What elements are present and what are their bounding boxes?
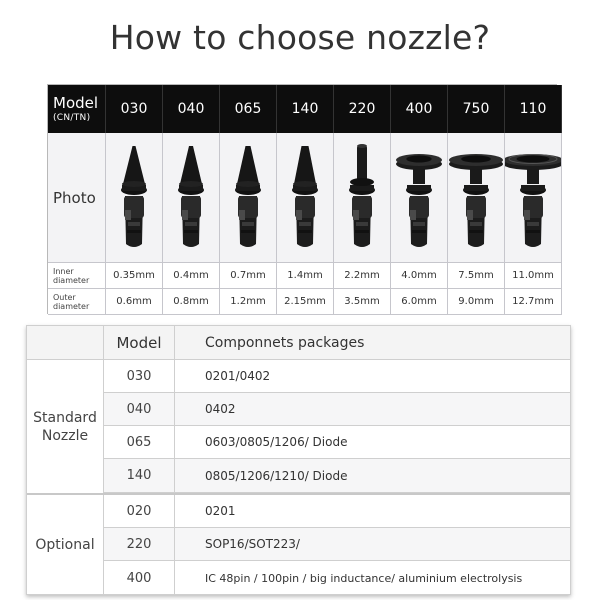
row-model: 220 (103, 528, 175, 560)
spec-header-model-750: 750 (448, 85, 505, 133)
page-title: How to choose nozzle? (109, 18, 491, 57)
outer-diameter-750: 9.0mm (448, 289, 505, 315)
inner-diameter-400: 4.0mm (391, 263, 448, 289)
nozzle-220-photo (334, 133, 391, 263)
spec-header-model-030: 030 (106, 85, 163, 133)
outer-diameter-400: 6.0mm (391, 289, 448, 315)
packages-header-model: Model (103, 326, 175, 359)
group-label-standard-nozzle: Standard Nozzle (33, 409, 97, 444)
inner-diameter-750: 7.5mm (448, 263, 505, 289)
component-packages-table (26, 325, 571, 595)
spec-outer-label: Outer diameter (48, 289, 106, 315)
nozzle-040-photo (163, 133, 220, 263)
packages-header-row (27, 326, 570, 360)
outer-diameter-065: 1.2mm (220, 289, 277, 315)
row-packages: 0201/0402 (205, 369, 271, 383)
inner-diameter-040: 0.4mm (163, 263, 220, 289)
spec-header-model-040: 040 (163, 85, 220, 133)
outer-diameter-220: 3.5mm (334, 289, 391, 315)
row-packages: SOP16/SOT223/ (205, 537, 300, 551)
nozzle-750-photo (448, 133, 505, 263)
nozzle-140-photo (277, 133, 334, 263)
inner-diameter-065: 0.7mm (220, 263, 277, 289)
row-model: 040 (103, 393, 175, 425)
outer-diameter-030: 0.6mm (106, 289, 163, 315)
spec-header-model: Model (CN/TN) (48, 85, 106, 133)
spec-inner-label: Inner diameter (48, 263, 106, 289)
row-model: 400 (103, 561, 175, 595)
table-row (103, 459, 570, 493)
table-row (103, 561, 570, 595)
nozzle-400-photo (391, 133, 448, 263)
inner-diameter-110: 11.0mm (505, 263, 562, 289)
outer-diameter-140: 2.15mm (277, 289, 334, 315)
table-row (103, 426, 570, 459)
nozzle-110-photo (505, 133, 562, 263)
outer-diameter-110: 12.7mm (505, 289, 562, 315)
spec-header-model-110: 110 (505, 85, 562, 133)
spec-header-model-140: 140 (277, 85, 334, 133)
group-label-optional: Optional (35, 537, 95, 553)
row-packages: 0402 (205, 402, 236, 416)
row-packages: IC 48pin / 100pin / big inductance/ aluminium electrolysis (205, 571, 523, 585)
inner-diameter-030: 0.35mm (106, 263, 163, 289)
table-row (103, 495, 570, 528)
spec-photo-label: Photo (48, 133, 106, 263)
row-packages: 0603/0805/1206/ Diode (205, 435, 348, 449)
spec-header-model-400: 400 (391, 85, 448, 133)
outer-diameter-040: 0.8mm (163, 289, 220, 315)
table-row (103, 360, 570, 393)
table-row (103, 393, 570, 426)
row-model: 020 (103, 495, 175, 527)
inner-diameter-220: 2.2mm (334, 263, 391, 289)
row-model: 065 (103, 426, 175, 458)
row-packages: 0201 (205, 504, 236, 518)
row-model: 030 (103, 360, 175, 392)
inner-diameter-140: 1.4mm (277, 263, 334, 289)
packages-header-packages: Componnets packages (205, 334, 365, 351)
spec-header-model-065: 065 (220, 85, 277, 133)
row-model: 140 (103, 459, 175, 492)
spec-header-model-220: 220 (334, 85, 391, 133)
nozzle-spec-table (47, 84, 557, 314)
nozzle-030-photo (106, 133, 163, 263)
row-packages: 0805/1206/1210/ Diode (205, 468, 348, 483)
table-row (103, 528, 570, 561)
nozzle-065-photo (220, 133, 277, 263)
